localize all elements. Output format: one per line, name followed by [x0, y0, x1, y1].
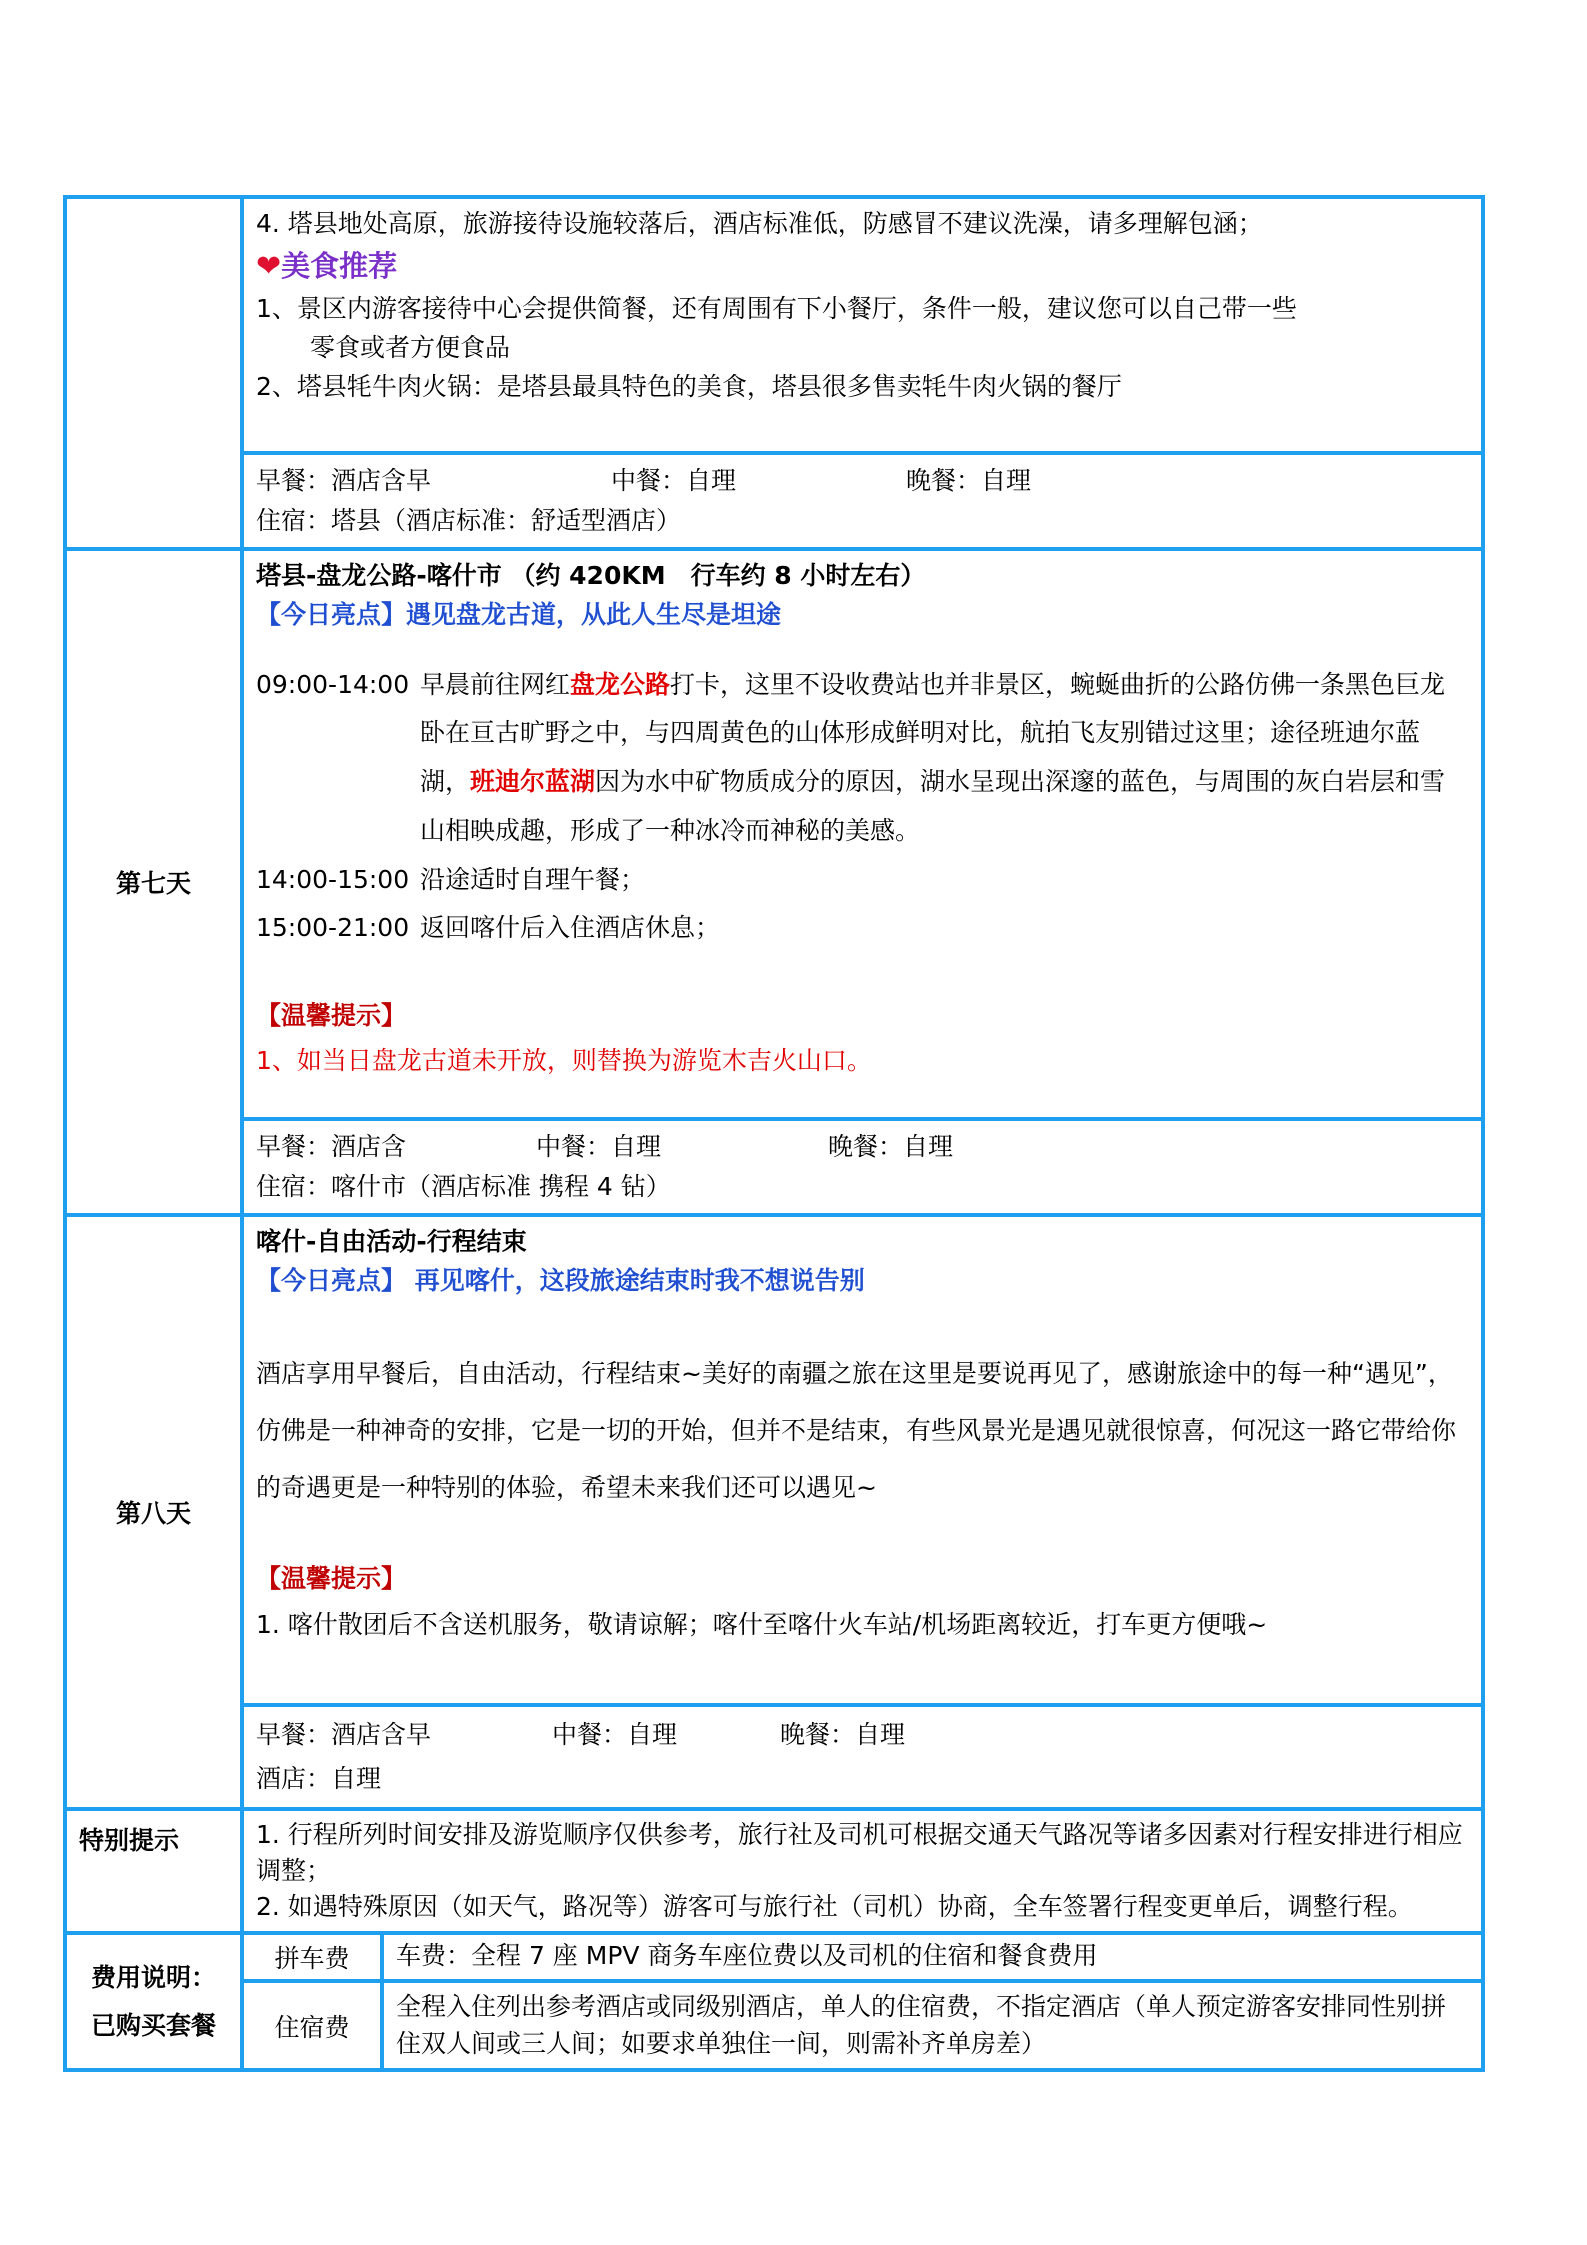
food-heading: ❤美食推荐 — [256, 248, 398, 284]
special-note-1: 1. 行程所列时间安排及游览顺序仅供参考，旅行社及司机可根据交通天气路况等诸多因素对行程安排进行相应调整； — [256, 1819, 1463, 1885]
day7-lunch: 中餐：自理 — [536, 1132, 662, 1161]
fee-label-cell — [65, 1933, 242, 2070]
day7-dinner: 晚餐：自理 — [828, 1132, 954, 1161]
fee-label-1: 费用说明： — [90, 1963, 216, 1992]
itinerary-table — [63, 195, 1485, 2072]
day8-accommodation: 酒店：自理 — [256, 1763, 382, 1793]
fee-label-2: 已购买套餐 — [90, 2010, 216, 2040]
fee-cat-lodging: 住宿费 — [242, 1981, 382, 2070]
special-notes-label: 特别提示 — [65, 1809, 242, 1934]
day8-meals-row — [65, 1705, 1483, 1809]
day8-tips-heading: 【温馨提示】 — [256, 1563, 407, 1593]
food-item-1: 1、景区内游客接待中心会提供简餐，还有周围有下小餐厅，条件一般，建议您可以自己带一些 — [256, 294, 1297, 324]
day7-accommodation: 住宿：喀什市（酒店标准 携程 4 钻） — [256, 1172, 671, 1201]
day7-label: 第七天 — [65, 549, 242, 1215]
panlong-road-highlight: 盘龙公路 — [570, 669, 671, 699]
day7-content-row — [65, 549, 1483, 1119]
meal-lunch: 中餐：自理 — [611, 466, 737, 495]
prev-day-content-row — [65, 197, 1483, 453]
special-notes-row — [65, 1809, 1483, 1934]
fee-text-carpool: 车费：全程 7 座 MPV 商务车座位费以及司机的住宿和餐食费用 — [396, 1941, 1098, 1971]
day7-meals-row — [65, 1119, 1483, 1215]
food-item-1-cont: 零食或者方便食品 — [310, 333, 511, 362]
day8-breakfast: 早餐：酒店含早 — [256, 1720, 432, 1749]
day7-schedule-2: 14:00-15:00 沿途适时自理午餐； — [256, 864, 646, 894]
fee-row-carpool — [65, 1933, 1483, 1981]
accommodation: 住宿：塔县（酒店标准：舒适型酒店） — [256, 506, 682, 535]
day7-schedule-3: 15:00-21:00 返回喀什后入住酒店休息； — [256, 913, 721, 943]
day8-tip-1: 1. 喀什散团后不含送机服务，敬请谅解；喀什至喀什火车站/机场距离较近，打车更方便哦~ — [256, 1610, 1268, 1640]
fee-text-lodging: 全程入住列出参考酒店或同级别酒店，单人的住宿费，不指定酒店（单人预定游客安排同性别拼住双人间或三人间；如要求单独住一间，则需补齐单房差） — [396, 1992, 1447, 2058]
day8-highlight: 【今日亮点】 再见喀什，这段旅途结束时我不想说告别 — [256, 1265, 865, 1295]
day7-tips-heading: 【温馨提示】 — [256, 1001, 407, 1030]
day7-schedule-1: 09:00-14:00 早晨前往网红盘龙公路打卡，这里不设收费站也并非景区，蜿蜒曲折的公路仿佛一条黑色巨龙卧在亘古旷野之中，与四周黄色的山体形成鲜明对比，航拍飞友别错过这里；途径班迪尔蓝湖，班迪尔蓝湖因为水中矿物质成分的原因，湖水呈现出深邃的蓝色，与周围的灰白岩层和雪山相映成趣，形成了一种冰冷而神秘的美感。 — [256, 669, 1446, 845]
prev-day-label-cell — [65, 197, 242, 549]
bandier-lake-highlight: 班迪尔蓝湖 — [470, 767, 596, 796]
day7-breakfast: 早餐：酒店含 — [256, 1132, 407, 1161]
day8-lunch: 中餐：自理 — [552, 1720, 678, 1749]
day7-title: 塔县-盘龙公路-喀什市 （约 420KM 行车约 8 小时左右） — [256, 561, 926, 590]
meal-dinner: 晚餐：自理 — [906, 466, 1032, 495]
day8-title: 喀什-自由活动-行程结束 — [256, 1227, 527, 1256]
itinerary-page — [63, 195, 1481, 2072]
meal-breakfast: 早餐：酒店含早 — [256, 466, 432, 495]
prev-day-meals-row — [65, 453, 1483, 549]
day8-content-row — [65, 1215, 1483, 1705]
special-note-2: 2. 如遇特殊原因（如天气，路况等）游客可与旅行社（司机）协商，全车签署行程变更单后，调整行程。 — [256, 1892, 1413, 1921]
food-item-2: 2、塔县牦牛肉火锅：是塔县最具特色的美食，塔县很多售卖牦牛肉火锅的餐厅 — [256, 371, 1122, 401]
day8-body: 酒店享用早餐后，自由活动，行程结束~美好的南疆之旅在这里是要说再见了，感谢旅途中的每一种“遇见”，仿佛是一种神奇的安排，它是一切的开始，但并不是结束，有些风景光是遇见就很惊喜，何况这一路它带给你的奇遇更是一种特别的体验，希望未来我们还可以遇见~ — [256, 1358, 1457, 1502]
day8-label: 第八天 — [65, 1215, 242, 1809]
tip-line-4: 4. 塔县地处高原，旅游接待设施较落后，酒店标准低，防感冒不建议洗澡，请多理解包涵； — [256, 209, 1263, 238]
heart-icon: ❤ — [256, 248, 282, 284]
fee-row-lodging — [65, 1981, 1483, 2070]
day8-dinner: 晚餐：自理 — [780, 1720, 906, 1749]
day7-tip-1: 1、如当日盘龙古道未开放，则替换为游览木吉火山口。 — [256, 1045, 872, 1075]
fee-cat-carpool: 拼车费 — [242, 1933, 382, 1981]
day7-highlight: 【今日亮点】遇见盘龙古道，从此人生尽是坦途 — [256, 599, 782, 629]
